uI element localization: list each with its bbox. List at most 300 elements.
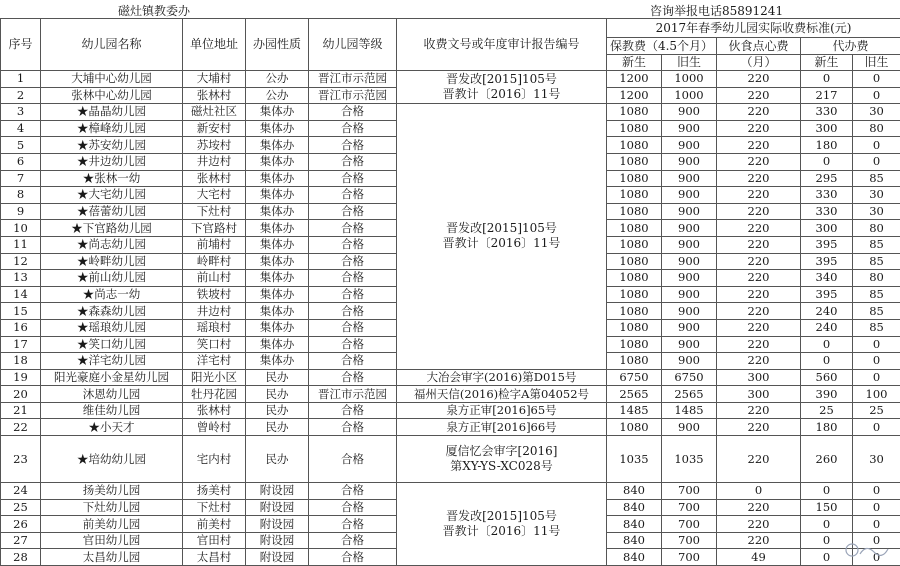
cell-index: 5	[1, 137, 41, 154]
cell-tuition-old: 900	[662, 137, 717, 154]
cell-nature: 集体办	[246, 303, 309, 320]
cell-index: 8	[1, 187, 41, 204]
cell-tuition-new: 840	[607, 516, 662, 533]
cell-agency-new: 240	[801, 319, 853, 336]
cell-nature: 民办	[246, 369, 309, 386]
cell-tuition-old: 700	[662, 549, 717, 566]
table-row	[1, 104, 900, 121]
col-level: 幼儿园等级	[309, 19, 397, 71]
cell-agency-new: 395	[801, 236, 853, 253]
cell-name: 官田幼儿园	[41, 532, 183, 549]
cell-name: 阳光豪庭小金星幼儿园	[41, 369, 183, 386]
cell-agency-new: 395	[801, 253, 853, 270]
cell-tuition-new: 1080	[607, 286, 662, 303]
cell-tuition-new: 6750	[607, 369, 662, 386]
cell-address: 岭畔村	[183, 253, 246, 270]
cell-name: ★前山幼儿园	[41, 270, 183, 287]
cell-meal: 220	[717, 303, 801, 320]
cell-agency-old: 80	[853, 270, 900, 287]
cell-doc: 大冶会审字(2016)第D015号	[397, 369, 607, 386]
cell-agency-old: 85	[853, 319, 900, 336]
cell-doc-group-a	[397, 71, 607, 104]
cell-agency-old: 30	[853, 436, 900, 483]
cell-index: 20	[1, 386, 41, 403]
cell-agency-old: 30	[853, 203, 900, 220]
cell-address: 下灶村	[183, 203, 246, 220]
header-row-1	[1, 19, 900, 38]
cell-agency-old: 30	[853, 187, 900, 204]
cell-meal: 220	[717, 286, 801, 303]
cell-address: 洋宅村	[183, 353, 246, 370]
cell-nature: 集体办	[246, 236, 309, 253]
cell-agency-old: 85	[853, 303, 900, 320]
cell-tuition-old: 900	[662, 104, 717, 121]
cell-index: 19	[1, 369, 41, 386]
cell-level: 晋江市示范园	[309, 87, 397, 104]
cell-meal: 220	[717, 436, 801, 483]
cell-index: 18	[1, 353, 41, 370]
col-fee-title: 2017年春季幼儿园实际收费标准(元)	[607, 19, 900, 38]
cell-agency-new: 150	[801, 499, 853, 516]
cell-agency-new: 300	[801, 220, 853, 237]
cell-index: 26	[1, 516, 41, 533]
cell-agency-new: 560	[801, 369, 853, 386]
cell-agency-new: 0	[801, 336, 853, 353]
cell-nature: 集体办	[246, 187, 309, 204]
cell-index: 24	[1, 483, 41, 500]
cell-nature: 公办	[246, 87, 309, 104]
cell-agency-new: 330	[801, 203, 853, 220]
cell-address: 阳光小区	[183, 369, 246, 386]
cell-agency-old: 0	[853, 87, 900, 104]
cell-name: ★樟峰幼儿园	[41, 120, 183, 137]
cell-address: 牡丹花园	[183, 386, 246, 403]
cell-name: 维佳幼儿园	[41, 402, 183, 419]
table-body	[1, 71, 900, 566]
cell-tuition-new: 1080	[607, 236, 662, 253]
cell-index: 16	[1, 319, 41, 336]
cell-tuition-new: 1035	[607, 436, 662, 483]
cell-tuition-new: 1080	[607, 336, 662, 353]
cell-address: 太昌村	[183, 549, 246, 566]
cell-name: ★井边幼儿园	[41, 153, 183, 170]
cell-address: 大宅村	[183, 187, 246, 204]
cell-tuition-old: 700	[662, 499, 717, 516]
cell-name: ★培幼幼儿园	[41, 436, 183, 483]
cell-name: 张林中心幼儿园	[41, 87, 183, 104]
cell-name: 沐恩幼儿园	[41, 386, 183, 403]
cell-index: 14	[1, 286, 41, 303]
cell-index: 23	[1, 436, 41, 483]
cell-level: 合格	[309, 270, 397, 287]
table-row	[1, 71, 900, 88]
cell-agency-old: 25	[853, 402, 900, 419]
cell-nature: 集体办	[246, 253, 309, 270]
cell-address: 井边村	[183, 153, 246, 170]
cell-meal: 300	[717, 386, 801, 403]
cell-meal: 220	[717, 336, 801, 353]
cell-level: 合格	[309, 549, 397, 566]
cell-nature: 集体办	[246, 203, 309, 220]
col-address: 单位地址	[183, 19, 246, 71]
cell-tuition-old: 1485	[662, 402, 717, 419]
cell-nature: 附设园	[246, 483, 309, 500]
cell-tuition-old: 900	[662, 286, 717, 303]
table-row	[1, 402, 900, 419]
cell-name: ★瑶琅幼儿园	[41, 319, 183, 336]
cell-tuition-new: 1485	[607, 402, 662, 419]
cell-index: 10	[1, 220, 41, 237]
cell-tuition-old: 700	[662, 516, 717, 533]
cell-tuition-new: 1200	[607, 87, 662, 104]
cell-tuition-new: 1200	[607, 71, 662, 88]
cell-agency-old: 80	[853, 120, 900, 137]
cell-level: 合格	[309, 220, 397, 237]
cell-level: 合格	[309, 120, 397, 137]
cell-nature: 民办	[246, 419, 309, 436]
cell-agency-old: 85	[853, 286, 900, 303]
cell-meal: 220	[717, 499, 801, 516]
cell-agency-old: 0	[853, 549, 900, 566]
cell-address: 前埔村	[183, 236, 246, 253]
col-nature: 办园性质	[246, 19, 309, 71]
cell-nature: 集体办	[246, 336, 309, 353]
cell-nature: 集体办	[246, 120, 309, 137]
cell-index: 22	[1, 419, 41, 436]
cell-name: ★晶晶幼儿园	[41, 104, 183, 121]
cell-tuition-new: 840	[607, 549, 662, 566]
cell-meal: 220	[717, 236, 801, 253]
doc-line: 第XY-YS-XC028号	[397, 459, 606, 474]
col-doc: 收费文号或年度审计报告编号	[397, 19, 607, 71]
cell-address: 曾岭村	[183, 419, 246, 436]
cell-index: 6	[1, 153, 41, 170]
cell-agency-new: 180	[801, 419, 853, 436]
fee-table	[0, 18, 900, 566]
cell-tuition-old: 900	[662, 270, 717, 287]
cell-agency-old: 0	[853, 532, 900, 549]
cell-agency-old: 0	[853, 516, 900, 533]
table-row	[1, 436, 900, 483]
cell-nature: 集体办	[246, 270, 309, 287]
cell-nature: 集体办	[246, 170, 309, 187]
cell-tuition-new: 1080	[607, 253, 662, 270]
cell-agency-old: 0	[853, 419, 900, 436]
col-meal: 伙食点心费	[717, 38, 801, 55]
cell-meal: 220	[717, 120, 801, 137]
cell-level: 合格	[309, 104, 397, 121]
cell-name: ★森森幼儿园	[41, 303, 183, 320]
cell-agency-new: 0	[801, 353, 853, 370]
col-agency-new: 新生	[801, 55, 853, 71]
doc-line: 晋教计〔2016〕11号	[397, 524, 606, 539]
cell-agency-old: 0	[853, 483, 900, 500]
cell-address: 笑口村	[183, 336, 246, 353]
cell-name: ★蓓蕾幼儿园	[41, 203, 183, 220]
cell-tuition-new: 1080	[607, 104, 662, 121]
cell-tuition-new: 1080	[607, 137, 662, 154]
cell-address: 扬美村	[183, 483, 246, 500]
cell-index: 17	[1, 336, 41, 353]
cell-agency-new: 25	[801, 402, 853, 419]
cell-index: 7	[1, 170, 41, 187]
cell-index: 27	[1, 532, 41, 549]
cell-doc-group-b	[397, 104, 607, 370]
cell-tuition-old: 900	[662, 336, 717, 353]
cell-agency-new: 260	[801, 436, 853, 483]
cell-nature: 集体办	[246, 137, 309, 154]
cell-nature: 民办	[246, 386, 309, 403]
cell-name: ★下官路幼儿园	[41, 220, 183, 237]
cell-tuition-new: 840	[607, 483, 662, 500]
cell-nature: 附设园	[246, 549, 309, 566]
cell-agency-old: 0	[853, 71, 900, 88]
col-meal-unit: （月）	[717, 55, 801, 71]
col-tuition-new: 新生	[607, 55, 662, 71]
doc-line: 晋发改[2015]105号	[397, 221, 606, 236]
cell-tuition-old: 1035	[662, 436, 717, 483]
cell-level: 合格	[309, 419, 397, 436]
cell-tuition-new: 1080	[607, 120, 662, 137]
cell-name: ★小天才	[41, 419, 183, 436]
cell-tuition-old: 900	[662, 220, 717, 237]
cell-tuition-new: 1080	[607, 153, 662, 170]
cell-nature: 民办	[246, 402, 309, 419]
cell-name: ★苏安幼儿园	[41, 137, 183, 154]
cell-address: 宅内村	[183, 436, 246, 483]
cell-address: 张林村	[183, 170, 246, 187]
cell-agency-old: 80	[853, 220, 900, 237]
cell-agency-old: 0	[853, 336, 900, 353]
cell-tuition-new: 1080	[607, 220, 662, 237]
cell-meal: 49	[717, 549, 801, 566]
cell-tuition-new: 1080	[607, 170, 662, 187]
cell-name: ★尚志一幼	[41, 286, 183, 303]
cell-address: 苏垵村	[183, 137, 246, 154]
cell-name: 前美幼儿园	[41, 516, 183, 533]
cell-name: 下灶幼儿园	[41, 499, 183, 516]
cell-agency-new: 0	[801, 549, 853, 566]
doc-line: 晋教计〔2016〕11号	[397, 87, 606, 102]
cell-agency-new: 295	[801, 170, 853, 187]
cell-nature: 集体办	[246, 153, 309, 170]
cell-index: 28	[1, 549, 41, 566]
cell-nature: 附设园	[246, 532, 309, 549]
cell-meal: 220	[717, 187, 801, 204]
cell-level: 合格	[309, 516, 397, 533]
cell-tuition-new: 1080	[607, 303, 662, 320]
cell-nature: 集体办	[246, 220, 309, 237]
cell-nature: 集体办	[246, 104, 309, 121]
cell-index: 15	[1, 303, 41, 320]
cell-address: 新安村	[183, 120, 246, 137]
cell-agency-new: 240	[801, 303, 853, 320]
cell-agency-old: 85	[853, 253, 900, 270]
cell-index: 12	[1, 253, 41, 270]
cell-meal: 220	[717, 220, 801, 237]
hotline-text: 咨询举报电话85891241	[650, 2, 783, 19]
cell-nature: 民办	[246, 436, 309, 483]
cell-meal: 220	[717, 71, 801, 88]
cell-level: 合格	[309, 153, 397, 170]
cell-index: 4	[1, 120, 41, 137]
cell-agency-new: 300	[801, 120, 853, 137]
cell-agency-new: 0	[801, 483, 853, 500]
cell-level: 合格	[309, 236, 397, 253]
cell-meal: 220	[717, 532, 801, 549]
cell-agency-old: 85	[853, 236, 900, 253]
cell-address: 磁灶社区	[183, 104, 246, 121]
cell-meal: 220	[717, 203, 801, 220]
cell-tuition-old: 900	[662, 120, 717, 137]
cell-level: 合格	[309, 137, 397, 154]
col-name: 幼儿园名称	[41, 19, 183, 71]
cell-meal: 220	[717, 253, 801, 270]
cell-level: 合格	[309, 319, 397, 336]
cell-doc	[397, 436, 607, 483]
cell-nature: 附设园	[246, 499, 309, 516]
cell-tuition-old: 2565	[662, 386, 717, 403]
cell-level: 合格	[309, 303, 397, 320]
cell-tuition-old: 900	[662, 253, 717, 270]
cell-nature: 附设园	[246, 516, 309, 533]
col-agency: 代办费	[801, 38, 900, 55]
cell-meal: 220	[717, 270, 801, 287]
cell-index: 3	[1, 104, 41, 121]
cell-doc: 福州天信(2016)检字A第04052号	[397, 386, 607, 403]
cell-level: 合格	[309, 336, 397, 353]
cell-agency-new: 217	[801, 87, 853, 104]
cell-level: 合格	[309, 203, 397, 220]
cell-level: 合格	[309, 253, 397, 270]
cell-name: 大埔中心幼儿园	[41, 71, 183, 88]
cell-meal: 220	[717, 137, 801, 154]
doc-line: 晋教计〔2016〕11号	[397, 236, 606, 251]
cell-agency-new: 390	[801, 386, 853, 403]
cell-tuition-new: 840	[607, 532, 662, 549]
cell-agency-new: 180	[801, 137, 853, 154]
cell-level: 合格	[309, 436, 397, 483]
cell-tuition-old: 900	[662, 419, 717, 436]
cell-level: 合格	[309, 353, 397, 370]
cell-tuition-new: 1080	[607, 203, 662, 220]
cell-agency-old: 0	[853, 153, 900, 170]
cell-address: 官田村	[183, 532, 246, 549]
cell-tuition-old: 900	[662, 187, 717, 204]
cell-name: ★尚志幼儿园	[41, 236, 183, 253]
cell-agency-new: 330	[801, 187, 853, 204]
cell-nature: 集体办	[246, 353, 309, 370]
cell-level: 晋江市示范园	[309, 71, 397, 88]
cell-agency-new: 340	[801, 270, 853, 287]
cell-agency-new: 395	[801, 286, 853, 303]
cell-index: 11	[1, 236, 41, 253]
cell-name: ★岭畔幼儿园	[41, 253, 183, 270]
cell-tuition-new: 840	[607, 499, 662, 516]
cell-tuition-old: 900	[662, 170, 717, 187]
cell-tuition-old: 900	[662, 319, 717, 336]
col-tuition-old: 旧生	[662, 55, 717, 71]
cell-level: 合格	[309, 402, 397, 419]
cell-agency-old: 0	[853, 369, 900, 386]
cell-agency-new: 0	[801, 516, 853, 533]
cell-address: 前美村	[183, 516, 246, 533]
cell-tuition-old: 700	[662, 532, 717, 549]
cell-agency-old: 0	[853, 499, 900, 516]
cell-agency-old: 30	[853, 104, 900, 121]
col-tuition: 保教费（4.5个月）	[607, 38, 717, 55]
cell-address: 大埔村	[183, 71, 246, 88]
cell-address: 张林村	[183, 402, 246, 419]
cell-nature: 公办	[246, 71, 309, 88]
table-row	[1, 386, 900, 403]
cell-agency-old: 85	[853, 170, 900, 187]
cell-level: 合格	[309, 286, 397, 303]
cell-tuition-old: 900	[662, 303, 717, 320]
cell-address: 前山村	[183, 270, 246, 287]
cell-level: 合格	[309, 483, 397, 500]
cell-tuition-new: 1080	[607, 270, 662, 287]
cell-meal: 220	[717, 87, 801, 104]
cell-tuition-new: 1080	[607, 319, 662, 336]
cell-level: 合格	[309, 532, 397, 549]
cell-tuition-new: 1080	[607, 353, 662, 370]
cell-address: 下灶村	[183, 499, 246, 516]
table-row	[1, 419, 900, 436]
cell-name: ★大宅幼儿园	[41, 187, 183, 204]
watermark-logo	[844, 541, 890, 559]
cell-name: 扬美幼儿园	[41, 483, 183, 500]
cell-meal: 220	[717, 402, 801, 419]
cell-doc: 泉方正审[2016]65号	[397, 402, 607, 419]
col-index: 序号	[1, 19, 41, 71]
cell-level: 合格	[309, 187, 397, 204]
cell-meal: 220	[717, 153, 801, 170]
cell-meal: 220	[717, 516, 801, 533]
cell-agency-old: 100	[853, 386, 900, 403]
cell-index: 1	[1, 71, 41, 88]
cell-tuition-old: 1000	[662, 71, 717, 88]
organization-name: 磁灶镇教委办	[118, 2, 190, 19]
cell-address: 瑶琅村	[183, 319, 246, 336]
cell-agency-old: 0	[853, 137, 900, 154]
cell-tuition-new: 1080	[607, 419, 662, 436]
cell-nature: 集体办	[246, 286, 309, 303]
cell-tuition-old: 900	[662, 203, 717, 220]
cell-index: 9	[1, 203, 41, 220]
cell-meal: 220	[717, 170, 801, 187]
cell-meal: 220	[717, 319, 801, 336]
cell-level: 晋江市示范园	[309, 386, 397, 403]
cell-tuition-old: 700	[662, 483, 717, 500]
doc-line: 晋发改[2015]105号	[397, 509, 606, 524]
col-agency-old: 旧生	[853, 55, 900, 71]
cell-tuition-new: 2565	[607, 386, 662, 403]
cell-meal: 0	[717, 483, 801, 500]
cell-tuition-old: 900	[662, 353, 717, 370]
cell-tuition-old: 1000	[662, 87, 717, 104]
cell-nature: 集体办	[246, 319, 309, 336]
cell-tuition-old: 6750	[662, 369, 717, 386]
cell-name: ★张林一幼	[41, 170, 183, 187]
cell-agency-new: 330	[801, 104, 853, 121]
cell-meal: 220	[717, 419, 801, 436]
cell-name: ★洋宅幼儿园	[41, 353, 183, 370]
cell-index: 2	[1, 87, 41, 104]
cell-level: 合格	[309, 369, 397, 386]
cell-address: 张林村	[183, 87, 246, 104]
cell-doc: 泉方正审[2016]66号	[397, 419, 607, 436]
